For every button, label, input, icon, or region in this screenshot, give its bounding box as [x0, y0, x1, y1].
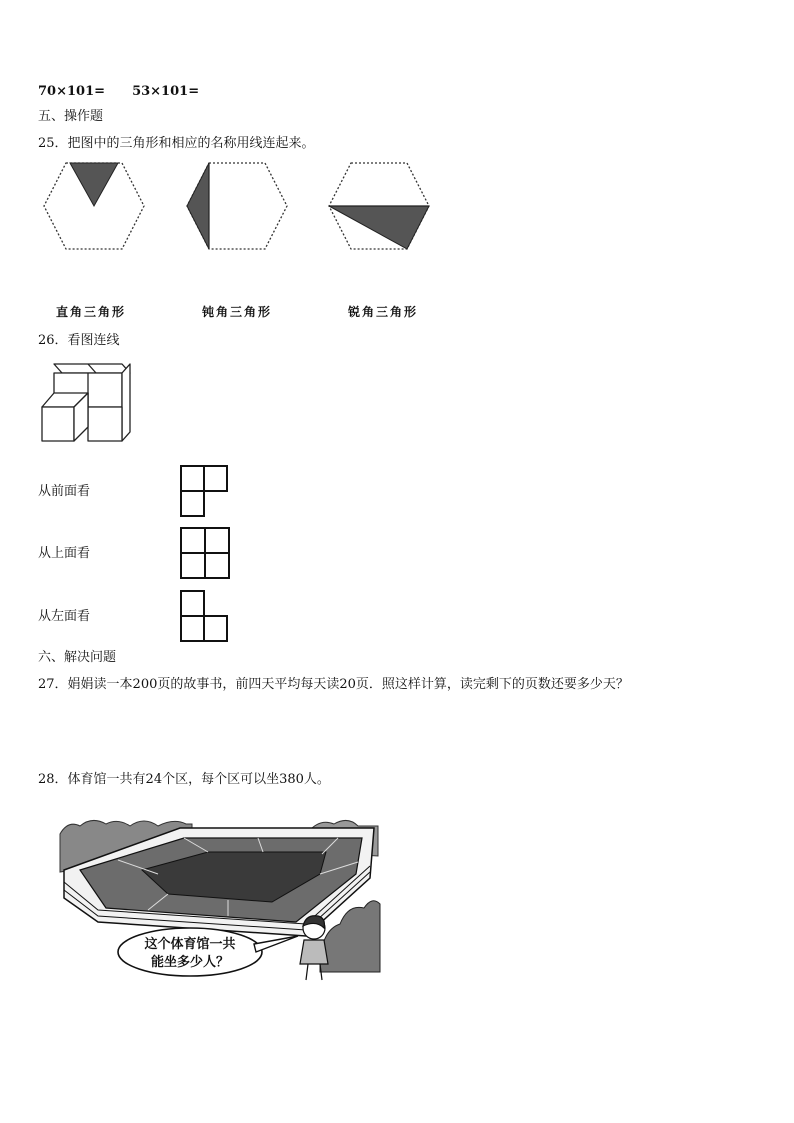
- top-view-cell-bottom-left: [181, 553, 205, 578]
- shaded-triangle-2: [187, 163, 209, 249]
- speech-line-2: 能坐多少人？: [150, 955, 230, 970]
- shaded-triangle-3: [329, 206, 429, 249]
- label-acute-triangle: 锐角三角形: [348, 305, 419, 319]
- left-view-cell-top-left: [181, 591, 204, 616]
- cube-solid-figure: [40, 362, 132, 456]
- calc-expr-1: 70×101=: [38, 84, 106, 99]
- left-view-cell-bottom-right: [204, 616, 227, 641]
- view-label-top: 从上面看: [38, 546, 91, 561]
- top-view-cell-bottom-right: [205, 553, 229, 578]
- stadium-illustration: [58, 812, 382, 984]
- front-view-grid: [180, 465, 228, 518]
- label-right-triangle: 直角三角形: [56, 305, 127, 319]
- calc-expr-2: 53×101=: [132, 84, 200, 99]
- q27-number: 27．: [38, 677, 68, 692]
- q28-number: 28．: [38, 772, 68, 787]
- q28-question: [38, 772, 330, 788]
- speech-line-1: 这个体育馆一共: [144, 937, 236, 952]
- top-view-grid: [180, 527, 230, 580]
- section-6-title: 六、解决问题: [38, 650, 117, 665]
- section-5-title: 五、操作题: [38, 109, 104, 124]
- speech-bubble-tail: [254, 936, 298, 952]
- calc-line: [38, 84, 199, 100]
- view-label-front: 从前面看: [38, 484, 91, 499]
- top-view-cell-top-right: [205, 528, 229, 553]
- hexagon-figure-2: [183, 160, 291, 252]
- shaded-triangle-1: [70, 163, 118, 206]
- q27-text: 娟娟读一本200页的故事书，前四天平均每天读20页．照这样计算，读完剩下的页数还要多少天？: [67, 677, 629, 692]
- q26-question: [38, 333, 120, 349]
- q25-text: 把图中的三角形和相应的名称用线连起来。: [67, 136, 315, 151]
- back-cube-side: [122, 364, 130, 441]
- q26-number: 26．: [38, 333, 68, 348]
- q26-text: 看图连线: [67, 333, 120, 348]
- front-cube-front: [42, 407, 74, 441]
- label-obtuse-triangle: 钝角三角形: [202, 305, 273, 319]
- back-cube-lower-front: [88, 407, 122, 441]
- hexagon-figure-1: [40, 160, 148, 252]
- view-label-left: 从左面看: [38, 609, 91, 624]
- q25-number: 25．: [38, 136, 68, 151]
- front-view-cell-top-left: [181, 466, 204, 491]
- top-view-cell-top-left: [181, 528, 205, 553]
- front-view-cell-top-right: [204, 466, 227, 491]
- left-view-grid: [180, 590, 228, 643]
- q25-question: [38, 136, 315, 152]
- hexagon-figure-3: [325, 160, 433, 252]
- boy-body: [300, 940, 328, 964]
- left-view-cell-bottom-left: [181, 616, 204, 641]
- boy-leg-left: [306, 964, 308, 980]
- q28-text: 体育馆一共有24个区，每个区可以坐380人。: [67, 772, 330, 787]
- q27-question: [38, 677, 629, 693]
- front-view-cell-bottom-left: [181, 491, 204, 516]
